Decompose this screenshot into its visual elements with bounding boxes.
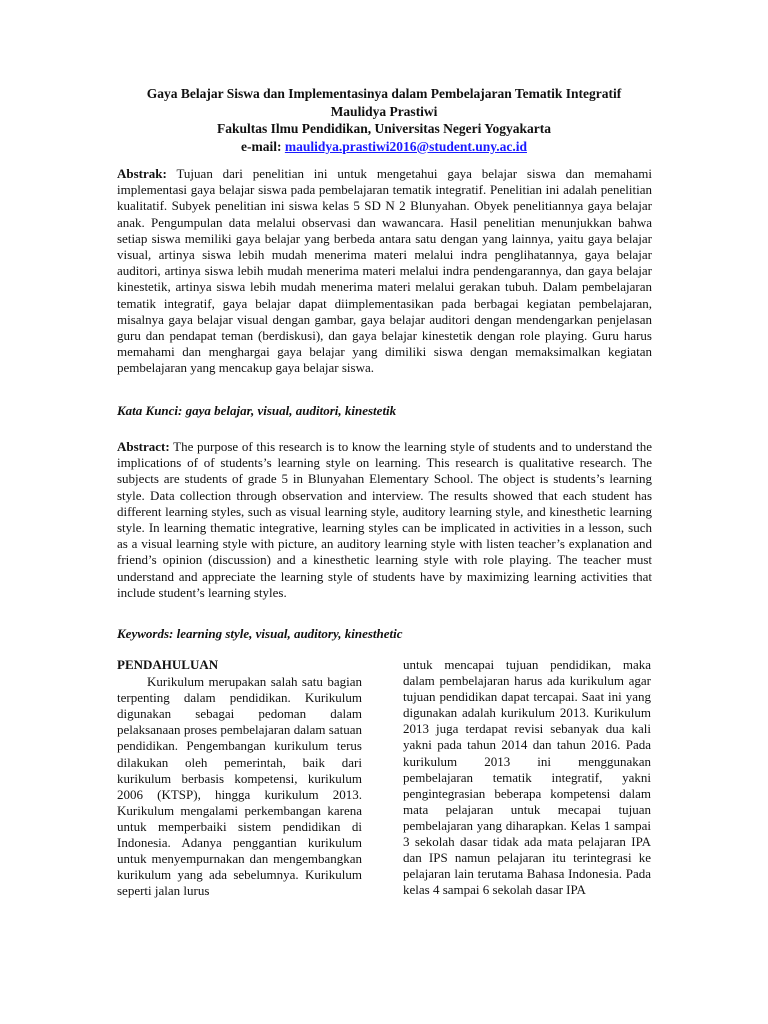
body-paragraph: Kurikulum merupakan salah satu bagian terpenting dalam pendidikan. Kurikulum digunakan sebagai pedoman dalam pelaksanaan proses pembelajaran dalam satuan pendidikan. Pengembangan kurikulum terus dilakukan oleh pemerintah, baik dari kurikulum berbasis kompetensi, kurikulum 2006 (KTSP), hingga kurikulum 2013. Kurikulum mengalami perkembangan karena untuk memperbaiki sistem pendidikan di Indonesia. Adanya penggantian kurikulum untuk menyempurnakan dan mengembangkan kurikulum yang ada sebelumnya. Kurikulum seperti jalan lurus xyxy=(117,674,362,899)
paper-title: Gaya Belajar Siswa dan Implementasinya dalam Pembelajaran Tematik Integratif xyxy=(146,86,622,101)
keywords-indonesian: Kata Kunci: gaya belajar, visual, auditori, kinestetik xyxy=(117,403,397,418)
email-label: e-mail: xyxy=(241,138,285,154)
abstract-text: Tujuan dari penelitian ini untuk mengetahui gaya belajar siswa dan memahami implementasi gaya belajar siswa pada pembelajaran tematik integratif. Penelitian ini adalah penelitian kualitatif. Subyek penelitian ini siswa kelas 5 SD N 2 Blunyahan. Obyek penelitiannya gaya belajar anak. Pengumpulan data melalui observasi dan wawancara. Hasil penelitian menunjukkan bahwa setiap siswa memiliki gaya belajar yang berbeda antara satu dengan yang lainnya, yaitu gaya belajar visual, artinya siswa lebih mudah menerima materi melalui indra penglihatannya, gaya belajar auditori, artinya siswa lebih mudah menerima materi melalui indra pendengarannya, dan gaya belajar kinestetik, artinya siswa lebih mudah menerima materi melalui gerakan tubuh. Dalam pembelajaran tematik integratif, gaya belajar dapat diimplementasikan pada berbagai kegiatan pembelajaran, misalnya gaya belajar visual dengan gambar, gaya belajar auditori dengan mendengarkan penjelasan guru dan pendapat teman (berdiskusi), dan gaya belajar kinestetik dengan role playing. Guru harus memahami dan menghargai gaya belajar yang dimiliki siswa dengan memaksimalkan kegiatan pembelajaran yang mencakup gaya belajar siswa. xyxy=(117,166,652,376)
abstract-indonesian xyxy=(117,166,652,377)
abstract-text: The purpose of this research is to know the learning style of students and to understand the implications of of students’s learning style on learning. This research is qualitative research. The subjects are students of grade 5 in Blunyahan Elementary School. The object is students’s learning style. Data collection through observation and interview. The results showed that each student has different learning styles, such as visual learning style, auditory learning style, and kinesthetic learning style. In learning thematic integrative, learning styles can be implicated in activities in a lesson, such as a visual learning style with picture, an auditory learning style with listen teacher’s explanation and friend’s opinion (discussion) and a kinesthetic learning style with role playing. The teacher must understand and appreciate the learning style of students have by maximizing learning activities that include student’s learning styles. xyxy=(117,439,652,600)
column-left xyxy=(117,657,362,899)
email-line xyxy=(100,138,668,156)
email-link[interactable]: maulidya.prastiwi2016@student.uny.ac.id xyxy=(284,138,527,154)
keywords-english: Keywords: learning style, visual, auditory, kinesthetic xyxy=(117,626,403,641)
paper-header xyxy=(100,85,668,155)
body-paragraph: untuk mencapai tujuan pendidikan, maka dalam pembelajaran harus ada kurikulum agar tujuan pendidikan dapat tercapai. Saat ini yang digunakan adalah kurikulum 2013. Kurikulum 2013 juga terdapat revisi sebanyak dua kali yakni pada tahun 2014 dan tahun 2016. Pada kurikulum 2013 ini menggunakan pembelajaran tematik integratif, yakni pengintegrasian beberapa kompetensi dalam mata pelajaran untuk mecapai tujuan pembelajaran yang diharapkan. Kelas 1 sampai 3 sekolah dasar tidak ada mata pelajaran IPA dan IPS namun pelajaran itu terintegrasi ke pelajaran lain terutama Bahasa Indonesia. Pada kelas 4 sampai 6 sekolah dasar IPA xyxy=(403,657,651,898)
column-right xyxy=(403,657,651,898)
abstract-english xyxy=(117,439,652,601)
section-heading: PENDAHULUAN xyxy=(117,657,219,672)
abstract-label: Abstrak: xyxy=(117,166,167,181)
abstract-label: Abstract: xyxy=(117,439,170,454)
affiliation: Fakultas Ilmu Pendidikan, Universitas Negeri Yogyakarta xyxy=(216,121,552,136)
author-name: Maulidya Prastiwi xyxy=(330,103,438,119)
